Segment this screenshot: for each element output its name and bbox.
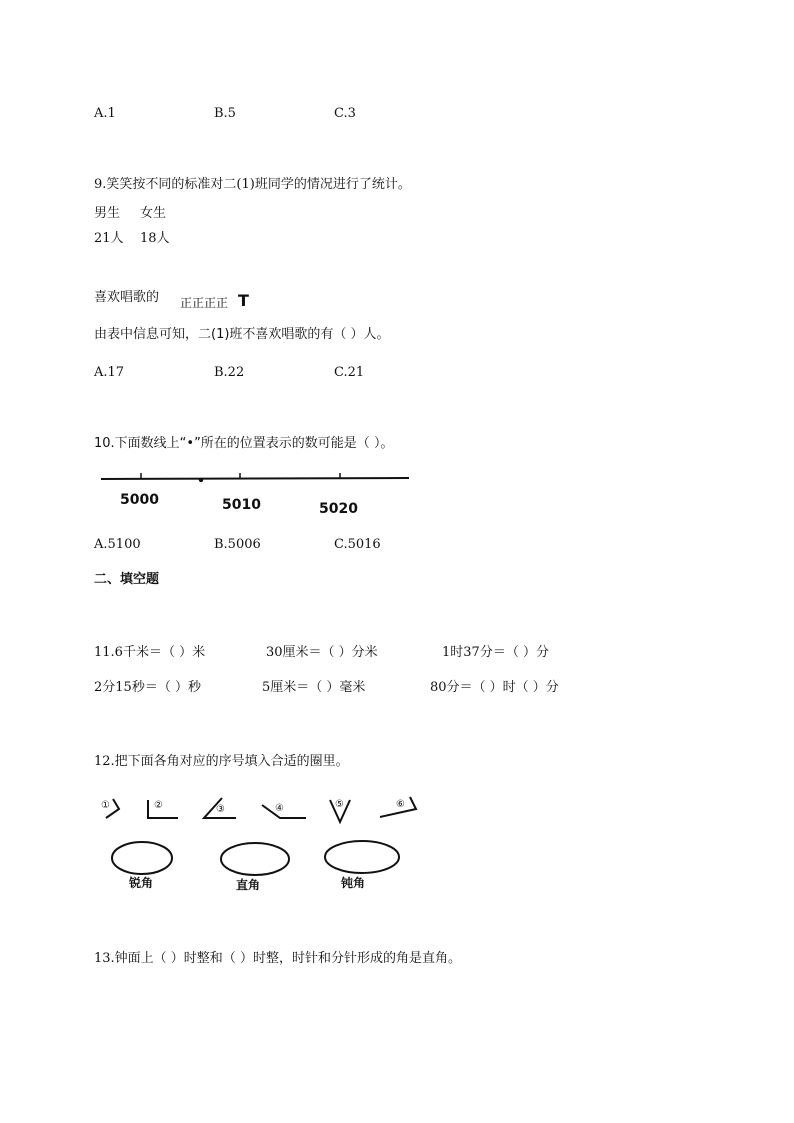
q11-item-2: 30厘米＝（ ）分米: [266, 645, 378, 660]
q8-option-c: C.3: [334, 106, 356, 121]
q9-header-girls: 女生: [140, 206, 167, 221]
right-answer-oval: [221, 843, 289, 875]
q11-item-3: 1时37分＝（ ）分: [442, 645, 549, 660]
q10-option-b: B.5006: [214, 537, 261, 552]
obtuse-answer-oval: [325, 841, 399, 873]
q9-option-c: C.21: [334, 365, 365, 380]
number-line-label-5020: 5020: [319, 501, 358, 517]
angle-number-6: ⑥: [396, 799, 405, 810]
angle-number-3: ③: [216, 804, 225, 815]
q8-option-a: A.1: [94, 106, 116, 121]
q12-question: 12.把下面各角对应的序号填入合适的圈里。: [94, 754, 349, 769]
angle-number-1: ①: [101, 800, 110, 811]
q13-question: 13.钟面上（ ）时整和（ ）时整，时针和分针形成的角是直角。: [94, 951, 461, 966]
q9-option-b: B.22: [214, 365, 245, 380]
angle-number-5: ⑤: [335, 799, 344, 810]
q9-question: 9.笑笑按不同的标准对二(1)班同学的情况进行了统计。: [94, 177, 411, 192]
q9-tally-extra: T: [238, 291, 249, 310]
section-title: 二、填空题: [94, 572, 160, 587]
q11-item-5: 5厘米＝（ ）毫米: [262, 680, 366, 695]
q9-header-boys: 男生: [94, 206, 121, 221]
angle-4-shape: [262, 805, 306, 818]
q9-row-label: 喜欢唱歌的: [94, 290, 160, 305]
q10-question: 10.下面数线上“•”所在的位置表示的数可能是（ ）。: [94, 436, 394, 451]
q11-item-6: 80分＝（ ）时（ ）分: [430, 680, 559, 695]
q9-value-girls: 18人: [140, 231, 170, 246]
q9-option-a: A.17: [94, 365, 125, 380]
q9-value-boys: 21人: [94, 231, 124, 246]
q8-option-b: B.5: [214, 106, 236, 121]
acute-answer-oval: [112, 842, 172, 874]
circle-label-obtuse: 钝角: [341, 876, 366, 890]
number-line-label-5000: 5000: [120, 492, 159, 508]
circle-label-acute: 锐角: [129, 876, 154, 890]
angle-number-4: ④: [275, 803, 284, 814]
number-line-label-5010: 5010: [222, 497, 261, 513]
q11-item-1: 11.6千米＝（ ）米: [94, 645, 206, 660]
circle-label-right: 直角: [236, 878, 261, 892]
q9-tally: 正正正正: [180, 296, 229, 310]
q10-option-c: C.5016: [334, 537, 381, 552]
q11-item-4: 2分15秒＝（ ）秒: [94, 680, 201, 695]
q10-option-a: A.5100: [94, 537, 141, 552]
q9-prompt: 由表中信息可知，二(1)班不喜欢唱歌的有（ ）人。: [94, 327, 390, 342]
angle-2-shape: [148, 800, 178, 818]
angle-number-2: ②: [154, 800, 163, 811]
